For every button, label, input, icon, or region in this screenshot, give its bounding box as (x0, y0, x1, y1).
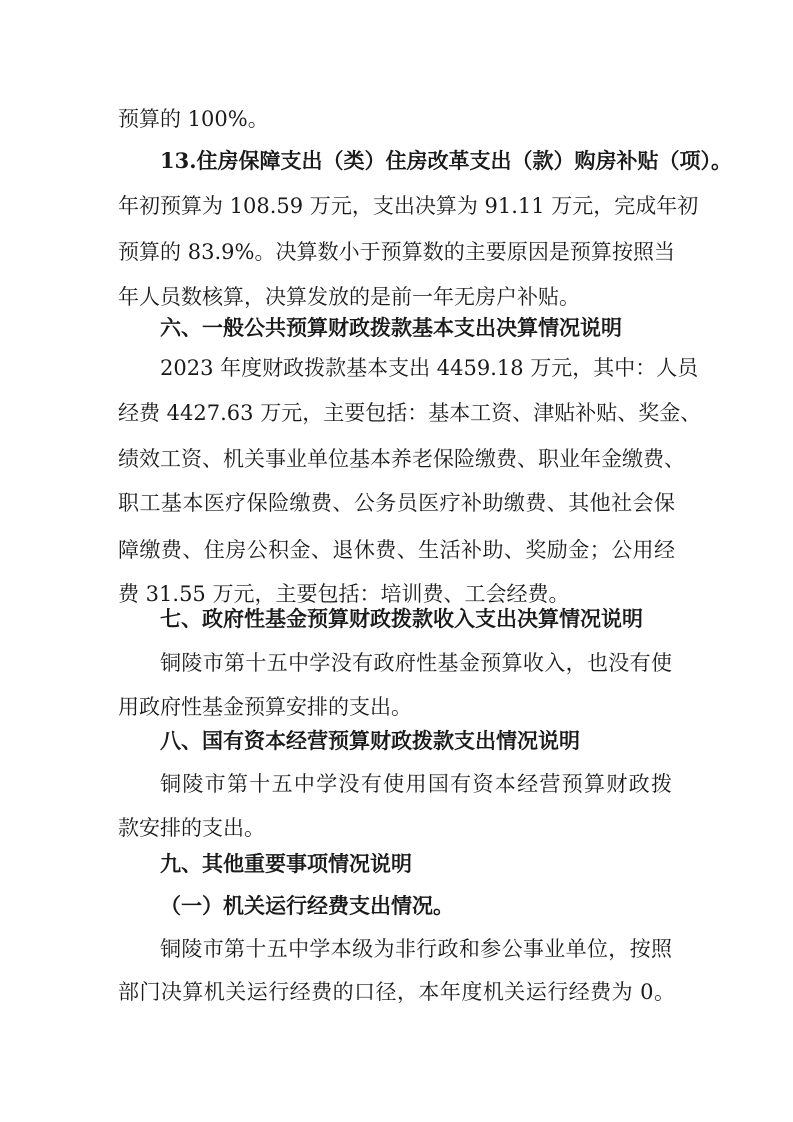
section-heading (160, 721, 793, 761)
paragraph-line (160, 348, 793, 388)
line-text: 绩效工资、机关事业单位基本养老保险缴费、职业年金缴费、 (118, 447, 685, 471)
paragraph-line (160, 764, 793, 804)
line-text: 费 31.55 万元，主要包括：培训费、工会经费。 (118, 582, 570, 606)
section-heading (160, 308, 793, 348)
paragraph-line (118, 99, 793, 139)
paragraph-line (118, 439, 793, 479)
line-text: 部门决算机关运行经费的口径，本年度机关运行经费为 0。 (118, 980, 675, 1004)
paragraph-line (118, 530, 793, 570)
line-text: 年初预算为 108.59 万元，支出决算为 91.11 万元，完成年初 (118, 194, 699, 218)
paragraph-line (118, 232, 793, 272)
line-text: 障缴费、住房公积金、退休费、生活补助、奖励金；公用经 (118, 538, 675, 562)
line-text: 2023 年度财政拨款基本支出 4459.18 万元，其中：人员 (160, 356, 699, 380)
line-text: 年人员数核算，决算发放的是前一年无房户补贴。 (118, 285, 580, 309)
line-text: 款安排的支出。 (118, 816, 265, 840)
line-text: 铜陵市第十五中学没有政府性基金预算收入，也没有使 (160, 651, 672, 675)
heading-text: 九、其他重要事项情况说明 (160, 852, 412, 876)
heading-text: 六、一般公共预算财政拨款基本支出决算情况说明 (160, 316, 622, 340)
heading-text: （一）机关运行经费支出情况。 (160, 893, 454, 918)
heading-text: 七、政府性基金预算财政拨款收入支出决算情况说明 (160, 607, 643, 631)
paragraph-line (160, 929, 793, 969)
line-text: 预算的 83.9%。决算数小于预算数的主要原因是预算按照当 (118, 240, 675, 264)
paragraph-line (118, 393, 793, 433)
line-text: 13.住房保障支出（类）住房改革支出（款）购房补贴（项）。 (160, 148, 733, 173)
section-heading (160, 844, 793, 884)
line-text: 预算的 100%。 (118, 107, 269, 131)
line-text: 职工基本医疗保险缴费、公务员医疗补助缴费、其他社会保 (118, 491, 675, 515)
line-text: 用政府性基金预算安排的支出。 (118, 695, 412, 719)
paragraph-line (160, 643, 793, 683)
section-heading (160, 599, 793, 639)
subsection-heading (160, 886, 793, 926)
paragraph-line (118, 483, 793, 523)
paragraph-line (118, 808, 793, 848)
line-text: 铜陵市第十五中学没有使用国有资本经营预算财政拨 (160, 772, 672, 796)
heading-text: 八、国有资本经营预算财政拨款支出情况说明 (160, 729, 580, 753)
item-heading (160, 141, 793, 181)
line-text: 经费 4427.63 万元，主要包括：基本工资、津贴补贴、奖金、 (118, 401, 702, 425)
paragraph-line (118, 972, 793, 1012)
paragraph-line (118, 186, 793, 226)
line-text: 铜陵市第十五中学本级为非行政和参公事业单位，按照 (160, 937, 672, 961)
